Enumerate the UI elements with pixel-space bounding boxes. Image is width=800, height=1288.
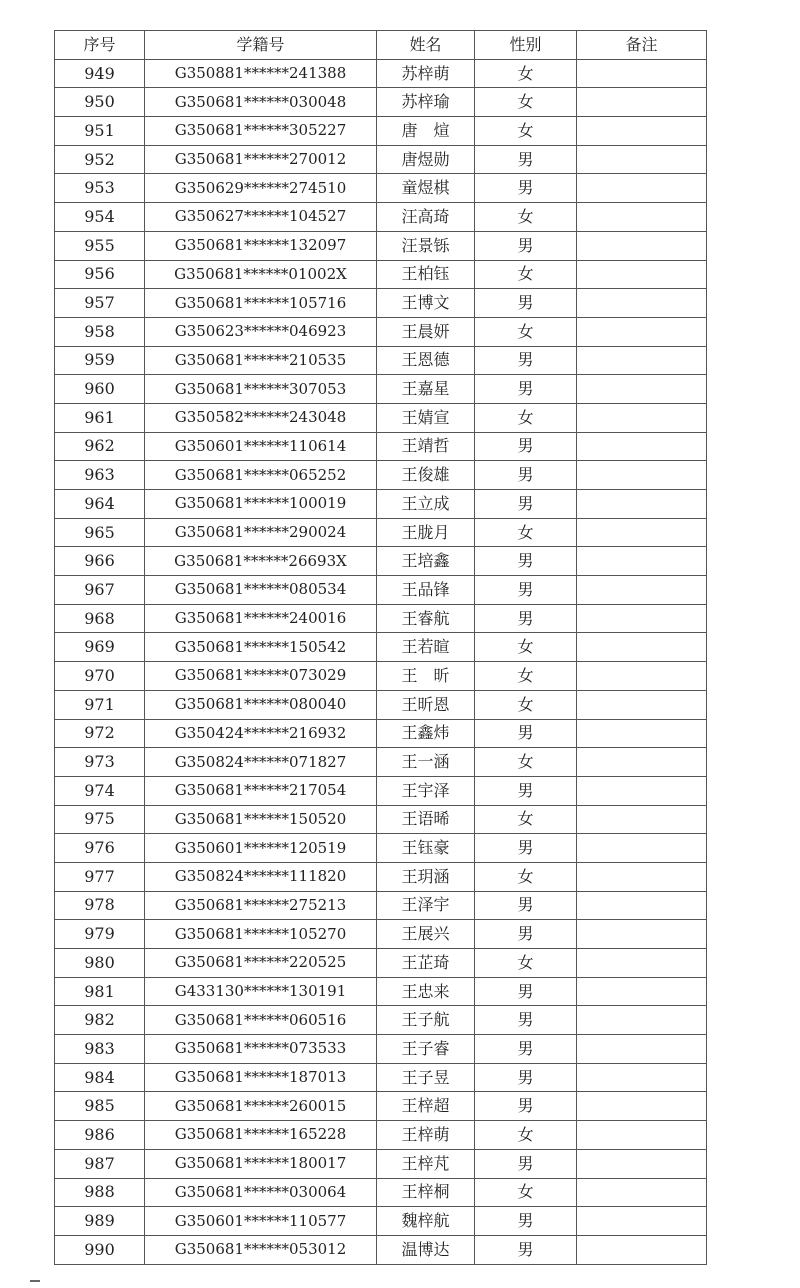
cell-student-id: G350681******030048 bbox=[145, 88, 377, 117]
table-row bbox=[55, 1149, 707, 1178]
cell-seq: 988 bbox=[55, 1178, 145, 1207]
table-row bbox=[55, 547, 707, 576]
cell-name: 王俊雄 bbox=[377, 461, 475, 490]
table-row bbox=[55, 432, 707, 461]
cell-name: 王靖哲 bbox=[377, 432, 475, 461]
cell-student-id: G350681******105716 bbox=[145, 289, 377, 318]
cell-note bbox=[577, 88, 707, 117]
cell-seq: 978 bbox=[55, 891, 145, 920]
cell-note bbox=[577, 346, 707, 375]
cell-seq: 976 bbox=[55, 834, 145, 863]
table-row bbox=[55, 604, 707, 633]
table-row bbox=[55, 231, 707, 260]
cell-seq: 972 bbox=[55, 719, 145, 748]
table-row bbox=[55, 1235, 707, 1264]
cell-seq: 985 bbox=[55, 1092, 145, 1121]
cell-gender: 女 bbox=[475, 1121, 577, 1150]
cell-seq: 963 bbox=[55, 461, 145, 490]
cell-name: 王恩德 bbox=[377, 346, 475, 375]
cell-seq: 950 bbox=[55, 88, 145, 117]
cell-gender: 女 bbox=[475, 805, 577, 834]
cell-student-id: G350824******111820 bbox=[145, 862, 377, 891]
cell-student-id: G350681******150520 bbox=[145, 805, 377, 834]
cell-gender: 男 bbox=[475, 1149, 577, 1178]
cell-note bbox=[577, 920, 707, 949]
cell-seq: 981 bbox=[55, 977, 145, 1006]
cell-note bbox=[577, 375, 707, 404]
cell-student-id: G350582******243048 bbox=[145, 403, 377, 432]
cell-note bbox=[577, 690, 707, 719]
cell-gender: 男 bbox=[475, 776, 577, 805]
cell-seq: 959 bbox=[55, 346, 145, 375]
cell-name: 王芷琦 bbox=[377, 949, 475, 978]
cell-seq: 960 bbox=[55, 375, 145, 404]
cell-student-id: G350629******274510 bbox=[145, 174, 377, 203]
cell-student-id: G350681******26693X bbox=[145, 547, 377, 576]
cell-student-id: G350681******270012 bbox=[145, 145, 377, 174]
cell-note bbox=[577, 59, 707, 88]
cell-note bbox=[577, 977, 707, 1006]
table-row bbox=[55, 920, 707, 949]
table-row bbox=[55, 949, 707, 978]
cell-note bbox=[577, 633, 707, 662]
student-list-table bbox=[54, 30, 707, 1265]
cell-seq: 975 bbox=[55, 805, 145, 834]
table-row bbox=[55, 1035, 707, 1064]
cell-note bbox=[577, 1207, 707, 1236]
cell-note bbox=[577, 1149, 707, 1178]
cell-note bbox=[577, 490, 707, 519]
cell-student-id: G350601******110577 bbox=[145, 1207, 377, 1236]
cell-gender: 男 bbox=[475, 1063, 577, 1092]
table-row bbox=[55, 346, 707, 375]
cell-note bbox=[577, 1092, 707, 1121]
cell-name: 王婧宣 bbox=[377, 403, 475, 432]
cell-name: 王子睿 bbox=[377, 1035, 475, 1064]
cell-gender: 男 bbox=[475, 834, 577, 863]
cell-name: 王培鑫 bbox=[377, 547, 475, 576]
cell-name: 温博达 bbox=[377, 1235, 475, 1264]
cell-seq: 977 bbox=[55, 862, 145, 891]
cell-student-id: G350681******105270 bbox=[145, 920, 377, 949]
cell-name: 王立成 bbox=[377, 490, 475, 519]
cell-student-id: G350424******216932 bbox=[145, 719, 377, 748]
cell-seq: 964 bbox=[55, 490, 145, 519]
cell-seq: 958 bbox=[55, 317, 145, 346]
cell-seq: 956 bbox=[55, 260, 145, 289]
cell-note bbox=[577, 862, 707, 891]
cell-student-id: G433130******130191 bbox=[145, 977, 377, 1006]
cell-note bbox=[577, 1121, 707, 1150]
table-row bbox=[55, 776, 707, 805]
cell-student-id: G350681******080534 bbox=[145, 576, 377, 605]
table-row bbox=[55, 719, 707, 748]
cell-seq: 965 bbox=[55, 518, 145, 547]
cell-gender: 男 bbox=[475, 920, 577, 949]
cell-student-id: G350881******241388 bbox=[145, 59, 377, 88]
cell-student-id: G350681******240016 bbox=[145, 604, 377, 633]
cell-gender: 男 bbox=[475, 576, 577, 605]
cell-gender: 女 bbox=[475, 518, 577, 547]
cell-student-id: G350601******120519 bbox=[145, 834, 377, 863]
cell-student-id: G350681******132097 bbox=[145, 231, 377, 260]
cell-note bbox=[577, 518, 707, 547]
cell-note bbox=[577, 662, 707, 691]
cell-gender: 男 bbox=[475, 977, 577, 1006]
table-row bbox=[55, 317, 707, 346]
table-row bbox=[55, 748, 707, 777]
cell-student-id: G350681******150542 bbox=[145, 633, 377, 662]
cell-name: 王一涵 bbox=[377, 748, 475, 777]
cell-name: 王子昱 bbox=[377, 1063, 475, 1092]
cell-student-id: G350681******187013 bbox=[145, 1063, 377, 1092]
cell-note bbox=[577, 1063, 707, 1092]
cell-student-id: G350681******073029 bbox=[145, 662, 377, 691]
cell-name: 王嘉星 bbox=[377, 375, 475, 404]
cell-name: 唐煜勋 bbox=[377, 145, 475, 174]
header-name: 姓名 bbox=[377, 31, 475, 60]
student-list-table-wrapper bbox=[54, 30, 707, 1265]
cell-seq: 951 bbox=[55, 117, 145, 146]
table-row bbox=[55, 490, 707, 519]
cell-gender: 男 bbox=[475, 1006, 577, 1035]
cell-seq: 966 bbox=[55, 547, 145, 576]
cell-student-id: G350681******080040 bbox=[145, 690, 377, 719]
cell-note bbox=[577, 403, 707, 432]
cell-name: 苏梓瑜 bbox=[377, 88, 475, 117]
cell-seq: 967 bbox=[55, 576, 145, 605]
table-row bbox=[55, 662, 707, 691]
table-row bbox=[55, 203, 707, 232]
cell-gender: 女 bbox=[475, 117, 577, 146]
cell-note bbox=[577, 547, 707, 576]
cell-student-id: G350824******071827 bbox=[145, 748, 377, 777]
cell-note bbox=[577, 805, 707, 834]
cell-name: 王梓桐 bbox=[377, 1178, 475, 1207]
header-student-id: 学籍号 bbox=[145, 31, 377, 60]
cell-gender: 男 bbox=[475, 145, 577, 174]
header-row bbox=[55, 31, 707, 60]
cell-gender: 男 bbox=[475, 604, 577, 633]
table-row bbox=[55, 977, 707, 1006]
cell-seq: 973 bbox=[55, 748, 145, 777]
cell-note bbox=[577, 461, 707, 490]
cell-gender: 女 bbox=[475, 403, 577, 432]
cell-name: 王展兴 bbox=[377, 920, 475, 949]
cell-gender: 男 bbox=[475, 174, 577, 203]
cell-name: 王昕恩 bbox=[377, 690, 475, 719]
cell-gender: 男 bbox=[475, 1035, 577, 1064]
cell-gender: 女 bbox=[475, 59, 577, 88]
cell-name: 王若暄 bbox=[377, 633, 475, 662]
table-row bbox=[55, 633, 707, 662]
table-row bbox=[55, 59, 707, 88]
cell-gender: 男 bbox=[475, 891, 577, 920]
cell-student-id: G350681******180017 bbox=[145, 1149, 377, 1178]
cell-note bbox=[577, 604, 707, 633]
table-row bbox=[55, 576, 707, 605]
table-row bbox=[55, 891, 707, 920]
table-header bbox=[55, 31, 707, 60]
page-footer-mark bbox=[30, 1280, 40, 1288]
cell-student-id: G350681******307053 bbox=[145, 375, 377, 404]
cell-student-id: G350681******275213 bbox=[145, 891, 377, 920]
cell-gender: 女 bbox=[475, 662, 577, 691]
cell-note bbox=[577, 834, 707, 863]
cell-seq: 982 bbox=[55, 1006, 145, 1035]
cell-seq: 949 bbox=[55, 59, 145, 88]
table-body bbox=[55, 59, 707, 1264]
cell-student-id: G350623******046923 bbox=[145, 317, 377, 346]
cell-student-id: G350681******165228 bbox=[145, 1121, 377, 1150]
cell-name: 王睿航 bbox=[377, 604, 475, 633]
table-row bbox=[55, 690, 707, 719]
cell-student-id: G350601******110614 bbox=[145, 432, 377, 461]
table-row bbox=[55, 1092, 707, 1121]
cell-seq: 980 bbox=[55, 949, 145, 978]
cell-name: 魏梓航 bbox=[377, 1207, 475, 1236]
cell-student-id: G350681******053012 bbox=[145, 1235, 377, 1264]
cell-note bbox=[577, 231, 707, 260]
cell-note bbox=[577, 117, 707, 146]
cell-seq: 974 bbox=[55, 776, 145, 805]
cell-seq: 954 bbox=[55, 203, 145, 232]
cell-note bbox=[577, 1178, 707, 1207]
cell-student-id: G350681******01002X bbox=[145, 260, 377, 289]
cell-name: 王晨妍 bbox=[377, 317, 475, 346]
table-row bbox=[55, 1006, 707, 1035]
cell-name: 王宇泽 bbox=[377, 776, 475, 805]
cell-note bbox=[577, 1035, 707, 1064]
cell-gender: 男 bbox=[475, 1092, 577, 1121]
cell-name: 王子航 bbox=[377, 1006, 475, 1035]
cell-name: 王语晞 bbox=[377, 805, 475, 834]
cell-seq: 957 bbox=[55, 289, 145, 318]
cell-name: 王梓超 bbox=[377, 1092, 475, 1121]
cell-name: 汪景铄 bbox=[377, 231, 475, 260]
header-gender: 性别 bbox=[475, 31, 577, 60]
cell-note bbox=[577, 891, 707, 920]
table-row bbox=[55, 461, 707, 490]
cell-gender: 男 bbox=[475, 547, 577, 576]
cell-gender: 男 bbox=[475, 375, 577, 404]
cell-student-id: G350681******290024 bbox=[145, 518, 377, 547]
cell-gender: 女 bbox=[475, 862, 577, 891]
cell-name: 苏梓萌 bbox=[377, 59, 475, 88]
cell-gender: 女 bbox=[475, 748, 577, 777]
cell-student-id: G350681******217054 bbox=[145, 776, 377, 805]
cell-seq: 987 bbox=[55, 1149, 145, 1178]
table-row bbox=[55, 805, 707, 834]
table-row bbox=[55, 1121, 707, 1150]
cell-gender: 女 bbox=[475, 317, 577, 346]
cell-note bbox=[577, 776, 707, 805]
cell-name: 童煜棋 bbox=[377, 174, 475, 203]
cell-gender: 男 bbox=[475, 490, 577, 519]
cell-gender: 女 bbox=[475, 949, 577, 978]
cell-note bbox=[577, 145, 707, 174]
cell-seq: 968 bbox=[55, 604, 145, 633]
cell-name: 王胧月 bbox=[377, 518, 475, 547]
cell-name: 王 昕 bbox=[377, 662, 475, 691]
cell-seq: 962 bbox=[55, 432, 145, 461]
table-row bbox=[55, 518, 707, 547]
cell-note bbox=[577, 1235, 707, 1264]
cell-student-id: G350681******210535 bbox=[145, 346, 377, 375]
cell-student-id: G350681******073533 bbox=[145, 1035, 377, 1064]
header-note: 备注 bbox=[577, 31, 707, 60]
cell-name: 王泽宇 bbox=[377, 891, 475, 920]
cell-seq: 953 bbox=[55, 174, 145, 203]
cell-student-id: G350681******100019 bbox=[145, 490, 377, 519]
cell-note bbox=[577, 174, 707, 203]
cell-seq: 955 bbox=[55, 231, 145, 260]
cell-student-id: G350681******030064 bbox=[145, 1178, 377, 1207]
cell-student-id: G350681******220525 bbox=[145, 949, 377, 978]
cell-gender: 男 bbox=[475, 461, 577, 490]
table-row bbox=[55, 1207, 707, 1236]
cell-gender: 男 bbox=[475, 346, 577, 375]
cell-note bbox=[577, 949, 707, 978]
cell-student-id: G350681******305227 bbox=[145, 117, 377, 146]
cell-note bbox=[577, 203, 707, 232]
cell-gender: 男 bbox=[475, 289, 577, 318]
cell-gender: 女 bbox=[475, 633, 577, 662]
cell-gender: 女 bbox=[475, 260, 577, 289]
cell-student-id: G350627******104527 bbox=[145, 203, 377, 232]
cell-name: 王梓萌 bbox=[377, 1121, 475, 1150]
cell-name: 王鑫炜 bbox=[377, 719, 475, 748]
cell-name: 王品锋 bbox=[377, 576, 475, 605]
header-seq: 序号 bbox=[55, 31, 145, 60]
cell-seq: 952 bbox=[55, 145, 145, 174]
cell-gender: 男 bbox=[475, 719, 577, 748]
cell-name: 王钰豪 bbox=[377, 834, 475, 863]
table-row bbox=[55, 834, 707, 863]
cell-gender: 男 bbox=[475, 231, 577, 260]
cell-seq: 989 bbox=[55, 1207, 145, 1236]
cell-note bbox=[577, 748, 707, 777]
cell-student-id: G350681******060516 bbox=[145, 1006, 377, 1035]
cell-seq: 969 bbox=[55, 633, 145, 662]
cell-gender: 男 bbox=[475, 1235, 577, 1264]
table-row bbox=[55, 1063, 707, 1092]
cell-seq: 983 bbox=[55, 1035, 145, 1064]
cell-note bbox=[577, 576, 707, 605]
cell-seq: 984 bbox=[55, 1063, 145, 1092]
cell-name: 王博文 bbox=[377, 289, 475, 318]
cell-name: 唐 煊 bbox=[377, 117, 475, 146]
cell-seq: 961 bbox=[55, 403, 145, 432]
cell-seq: 979 bbox=[55, 920, 145, 949]
cell-seq: 990 bbox=[55, 1235, 145, 1264]
cell-note bbox=[577, 289, 707, 318]
table-row bbox=[55, 117, 707, 146]
table-row bbox=[55, 88, 707, 117]
table-row bbox=[55, 1178, 707, 1207]
cell-gender: 女 bbox=[475, 1178, 577, 1207]
cell-gender: 男 bbox=[475, 1207, 577, 1236]
cell-name: 王柏钰 bbox=[377, 260, 475, 289]
cell-note bbox=[577, 317, 707, 346]
cell-gender: 女 bbox=[475, 203, 577, 232]
cell-name: 王梓芃 bbox=[377, 1149, 475, 1178]
cell-gender: 男 bbox=[475, 432, 577, 461]
table-row bbox=[55, 862, 707, 891]
table-row bbox=[55, 145, 707, 174]
cell-student-id: G350681******260015 bbox=[145, 1092, 377, 1121]
cell-seq: 970 bbox=[55, 662, 145, 691]
cell-name: 王忠来 bbox=[377, 977, 475, 1006]
cell-gender: 女 bbox=[475, 690, 577, 719]
cell-gender: 女 bbox=[475, 88, 577, 117]
cell-note bbox=[577, 260, 707, 289]
cell-name: 王玥涵 bbox=[377, 862, 475, 891]
cell-note bbox=[577, 1006, 707, 1035]
table-row bbox=[55, 289, 707, 318]
cell-name: 汪高琦 bbox=[377, 203, 475, 232]
table-row bbox=[55, 403, 707, 432]
cell-note bbox=[577, 719, 707, 748]
cell-note bbox=[577, 432, 707, 461]
cell-student-id: G350681******065252 bbox=[145, 461, 377, 490]
table-row bbox=[55, 174, 707, 203]
cell-seq: 986 bbox=[55, 1121, 145, 1150]
table-row bbox=[55, 375, 707, 404]
cell-seq: 971 bbox=[55, 690, 145, 719]
table-row bbox=[55, 260, 707, 289]
